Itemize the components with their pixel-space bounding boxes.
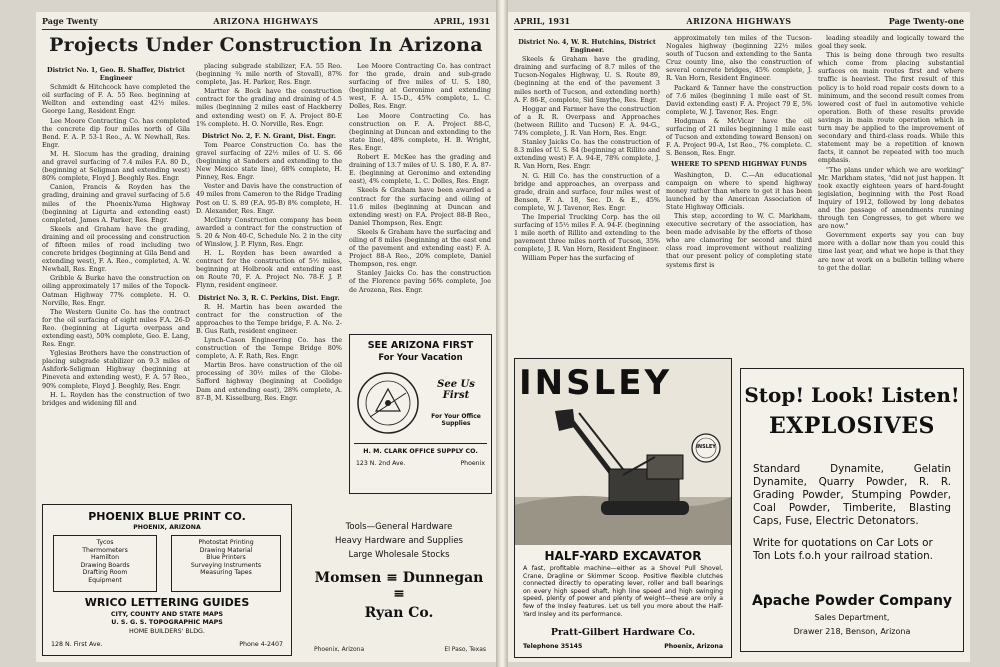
apache-powder-ad — [740, 368, 964, 652]
insley-phone: Telephone 35145 — [523, 643, 583, 650]
article-paragraph: approximately ten miles of the Tucson-Nogales highway (beginning 22½ miles south of Tucson and extending to the Santa Cruz county line, also the construction of several concrete bridges, 45% complete, J. R. Van Horn, Resident Engineer. — [666, 34, 812, 83]
article-paragraph: leading steadily and logically toward the goal they seek. — [818, 34, 964, 51]
see-us-text: See Us — [437, 379, 475, 390]
article-paragraph: "The plans under which we are working" Mr. Markham states, "did not just happen. It took exactly eighteen years of hard-fought legislation, beginning with the Post Road Inquiry of 1912, followed by long debates and the passage of amendments running through ten Congresses, to get where we are now." — [818, 165, 964, 231]
article-paragraph: H. L. Royden has the construction of two bridges and widening fill and — [42, 390, 190, 407]
name-ryan: Ryan Co. — [364, 605, 434, 621]
article-paragraph: This step, according to W. C. Markham, executive secretary of the association, has been made advisable by the efforts of those who are clamoring for second and third class road improvement without realizing that our present policy of completing state systems first is — [666, 211, 812, 269]
blueprint-list-item: Drafting Room — [82, 569, 128, 577]
insley-excavator-ad — [514, 358, 732, 658]
insley-headline: HALF-YARD EXCAVATOR — [544, 549, 702, 563]
right-column-1 — [514, 34, 660, 352]
blueprint-address: 128 N. First Ave. — [51, 641, 103, 648]
article-paragraph: M. H. Slocum has the grading, draining and gravel surfacing of 7.4 miles F.A. 80 D., (beginning at Seligman and extending west) 80% complete, Floyd J. Beeghly Res. Engr. — [42, 149, 190, 183]
explosives-products: Standard Dynamite, Gelatin Dynamite, Quarry Powder, R. R. Grading Powder, Stumping Powder, Coal Powder, Timberite, Blasting Caps, Fuse, Electric Detonators. — [753, 463, 951, 527]
company-name: H. M. CLARK OFFICE SUPPLY CO. — [363, 448, 478, 455]
article-paragraph: Lynch-Cason Engineering Co. has the construction of the Tempe Bridge 80% complete, A. F. Rath, Res. Engr. — [196, 336, 342, 361]
article-paragraph: Yglesias Brothers have the construction of placing subgrade stabilizer on 9.3 miles of Ashfork-Seligman Highway (beginning at Pineveta and extending west), F. A. 57 Reo., 90% complete, Floyd J. Beeghly, Res. Engr. — [42, 349, 190, 390]
article-paragraph: H. L. Royden has been awarded a contract for the construction of 5½ miles, beginning at Holbrook and extending east on Route 70, F. A. Project No. 78-F. J. P. Flynn, resident engineer. — [196, 249, 342, 290]
name-separator-2: ≡ — [393, 586, 405, 602]
insley-badge-text: INSLEY — [696, 444, 716, 450]
article-paragraph: Skeels and Graham have the grading, draining and oil processing and construction of fifteen miles of road including two concrete bridges (beginning at Gila Bend and extending west), F. A. Reo., completed, A. W. Newhall, Res. Engr. — [42, 224, 190, 274]
blueprint-list-item: Thermometers — [82, 546, 128, 554]
maps-line-2: U. S. G. S. TOPOGRAPHIC MAPS — [111, 619, 223, 626]
clark-office-supply-ad — [349, 334, 492, 494]
hardware-line-1: Tools—General Hardware — [345, 522, 453, 532]
momsen-city-right: El Paso, Texas — [444, 646, 486, 653]
article-paragraph: Canion, Francis & Royden has the grading, draining and gravel surfacing of 5.6 miles of the Phoenix-Yuma Highway (beginning at Ligurta and extending east) completed, James A. Parker, Res. Engr. — [42, 183, 190, 224]
insley-city: Phoenix, Arizona — [664, 643, 723, 650]
blueprint-list-item: Drawing Material — [199, 546, 253, 554]
office-line-2: Supplies — [441, 420, 471, 427]
ad-subheadline: For Your Vacation — [378, 353, 463, 363]
insley-body: A fast, profitable machine—either as a Shovel Pull Shovel, Crane, Dragline or Skimmer Scoop. Positive flexible clutches connected directly to operating lever, roller and ball bearings on every high speed shaft, high line speed and high swinging speed, plenty of power and plenty of weight—these are only a few of the Insley features. Let us tell you more about the Half-Yard Insley and its performance. — [523, 565, 723, 618]
article-paragraph: Skeels & Graham have the surfacing and oiling of 8 miles (beginning at the east end of the pavement and extending east) F. A. Project 88-A Reo., 20% complete, Daniel Thompson, res. engr. — [349, 227, 491, 269]
blueprint-list-item: Equipment — [88, 576, 122, 584]
article-paragraph: Hodgman & McVicar have the oil surfacing of 21 miles beginning 1 mile east of Tucson and extending toward Benson) on F. A. Project 90-A, 1st Reo., 7% complete. C. S. Benson, Res. Engr. — [666, 116, 812, 158]
name-momsen: Momsen — [314, 570, 382, 586]
blueprint-list-item: Measuring Tapes — [200, 569, 252, 577]
left-column-1 — [42, 62, 190, 498]
office-supplies-text — [426, 413, 486, 427]
article-paragraph: Skeels & Graham have the grading, draining and surfacing of 8.7 miles of the Tucson-Nogales Highway, U. S. Route 89, (beginning at the end of the pavement 3 miles north of Tucson, and extending north) A. F. 86-E, complete, Sid Smythe, Res. Engr. — [514, 55, 660, 104]
blueprint-list-item: Photostat Printing — [198, 539, 254, 546]
section-heading: District No. 4, W. R. Hutchins, District Engineer. — [518, 38, 656, 55]
section-heading: District No. 3, R. C. Perkins, Dist. Engr. — [198, 293, 340, 302]
blueprint-right-list — [171, 535, 281, 592]
apache-company-name: Apache Powder Company — [751, 593, 953, 609]
article-paragraph: Martter & Bock have the construction contract for the grading and draining of 4.5 miles (beginning 2 miles east of Hackberry and extending west) on F. A. Project 80-E 1% complete. H. O. Norville, Res. Engr. — [196, 87, 342, 128]
article-paragraph: Tom Pearce Construction Co. has the gravel surfacing of 22½ miles of U. S. 66 (beginning at Sanders and extending to the New Mexico state line), 68% complete, H. Pinney, Res. Engr. — [196, 140, 342, 182]
blueprint-list-item: Tycos — [96, 539, 114, 546]
article-paragraph: Robert E. McKee has the grading and draining of 13.7 miles of U. S. 180, F. A. 87-E. (beginning at Geronimo and extending east), 4% complete, L. C. Dolles, Res. Engr. — [349, 153, 491, 186]
momsen-name-line-1 — [308, 570, 490, 602]
article-paragraph: Government experts say you can buy more with a dollar now than you could this time last year, and what we hope is that they are now at work on a bulletin telling where to get the dollar. — [818, 231, 964, 272]
explosives-headline: Stop! Look! Listen! — [744, 383, 960, 407]
apache-department: Sales Department, — [814, 613, 890, 622]
right-column-3 — [818, 34, 964, 352]
article-paragraph: Lee Moore Contracting Co. has completed the concrete dip four miles north of Gila Bend. F. A. P. 53-1 Reo., A. W. Newhall, Res. Engr. — [42, 116, 190, 149]
article-paragraph: Hoggar and Farmer have the construction of a R. R. Overpass and Approaches (between Rillito and Tucson) F. A. 94-G., 74% complete, J. R. Van Horn, Res. Engr. — [514, 104, 660, 138]
article-paragraph: R. H. Martin has been awarded the contract for the construction of the approaches to the Tempe bridge, F. A. No. 2-B. Gus Rath, resident engineer. — [196, 302, 342, 335]
article-paragraph: McGinty Construction company has been awarded a contract for the construction of S. 20 & Non 40-C, Schedule No. 2 in the city of Winslow, J. P. Flynn, Res. Engr. — [196, 215, 342, 248]
section-heading: District No. 1, Geo. B. Shaffer, District Engineer — [47, 66, 185, 83]
article-paragraph: Schmidt & Hitchcock have completed the oil surfacing of F. A. 55 Reo. beginning at Wellton and extending east 42½ miles. George Lang, Resident Engr. — [42, 83, 190, 116]
magazine-title: ARIZONA HIGHWAYS — [213, 16, 319, 26]
article-paragraph: Martin Bros. have construction of the oil processing of 30½ miles of the Globe-Safford highway (beginning at Coolidge Dam and extending east), 28% complete, A. 87-B, M. Kisselburg, Res. Engr. — [196, 361, 342, 402]
article-paragraph: N. G. Hill Co. has the construction of a bridge and approaches, an overpass and grade, drain and surface, four miles west of Benson, F. A. 18, Sec. D. & E., 45% complete, W. J. Tavenor, Res. Engr. — [514, 171, 660, 212]
blueprint-phone: Phone 4-2407 — [239, 641, 283, 648]
blueprint-left-list — [53, 535, 157, 592]
maps-line-1: CITY, COUNTY AND STATE MAPS — [110, 611, 224, 618]
article-paragraph: Packard & Tanner have the construction of 7.6 miles (beginning 1 mile east of St. David extending east) F. A. Project 79 E, 5% complete, W. J. Tavenor, Res. Engr. — [666, 83, 812, 116]
book-gutter — [496, 0, 508, 667]
article-paragraph: Lee Moore Contracting Co. has construction on F. A. Project 88-C, (beginning at Duncan and extending to the state line), 48% complete, H. B. Wright, Res. Engr. — [349, 111, 491, 152]
first-text: First — [442, 390, 470, 401]
explosives-quote-request: Write for quotations on Car Lots or Ton Lots f.o.h your railroad station. — [753, 537, 933, 562]
clark-seal-logo — [356, 371, 420, 435]
article-paragraph: The Imperial Trucking Corp. has the oil surfacing of 15½ miles F. A. 94-F. (beginning 1 mile north of Rillito and extending to the pavement three miles north of Tucson, 35% complete, J. R. Van Horn, Resident Engineer. — [514, 212, 660, 254]
left-column-2 — [196, 62, 342, 498]
insley-dealer: Pratt-Gilbert Hardware Co. — [550, 627, 696, 638]
article-paragraph: This is being done through two results which come from placing substantial surfaces on main routes first and where traffic is heaviest. The first result of this policy is to hold road repair costs down to a minimum, and the second result comes from lowered cost of fuel in automotive vehicle operation. Both of these results provide savings in main route operation which in turn may be applied to the improvement of secondary and third-class roads. While this statement may be a repetition of known facts, it cannot be repeated with too much emphasis. — [818, 51, 964, 165]
see-us-first — [426, 379, 486, 401]
name-dunnegan: Dunnegan — [402, 570, 484, 586]
article-paragraph: Skeels & Graham have been awarded a contract for the surfacing and oiling of 11.6 miles (beginning at Duncan and extending west) on F.A. Project 88-B Reo., Daniel Thompson, Res. Engr. — [349, 186, 491, 227]
ad-headline: SEE ARIZONA FIRST — [367, 340, 474, 351]
section-heading: District No. 2, F. N. Grant, Dist. Engr. — [202, 131, 336, 140]
apache-address: Drawer 218, Benson, Arizona — [793, 627, 911, 636]
article-paragraph: Stanley Jaicks Co. has the construction of 8.3 miles of U. S. 84 (beginning at Rillito and extending west) F. A. 94-E, 78% complete, J. R. Van Horn, Res. Engr. — [514, 138, 660, 171]
issue-date-right: APRIL, 1931 — [514, 16, 571, 26]
page-number-label-right: Page Twenty-one — [888, 16, 964, 26]
company-city: Phoenix — [460, 460, 485, 467]
article-paragraph: placing subgrade stabilizer, F.A. 55 Reo. (beginning ¾ mile north of Stovall), 87% complete, Jas. H. Parker, Res. Engr. — [196, 62, 342, 87]
phoenix-blue-print-ad — [42, 504, 292, 656]
article-paragraph: Gribble & Burke have the construction on oiling approximately 17 miles of the Topock-Oatman Highway 77% complete. H. O. Norville, Res. Engr. — [42, 274, 190, 307]
wrico-lettering-guides: WRICO LETTERING GUIDES — [84, 596, 250, 609]
left-column-3 — [349, 62, 491, 330]
excavator-illustration — [515, 405, 731, 545]
article-paragraph: William Peper has the surfacing of — [522, 254, 634, 263]
builders-building: HOME BUILDERS' BLDG. — [129, 628, 205, 635]
right-page — [508, 12, 970, 662]
hardware-line-2: Heavy Hardware and Supplies — [335, 536, 463, 546]
issue-date: APRIL, 1931 — [433, 16, 490, 26]
blueprint-list-item: Hamilton — [90, 554, 120, 562]
article-paragraph: Lee Moore Contracting Co. has contract for the grade, drain and sub-grade surfacing of five miles of U. S. 180, (beginning at Geronimo and extending west, F. A. 15-D., 45% complete, L. C. Dolles, Res. Engr. — [349, 62, 491, 111]
momsen-city-left: Phoenix, Arizona — [314, 646, 365, 653]
blueprint-list-item: Drawing Boards — [80, 561, 130, 569]
section-heading: WHERE TO SPEND HIGHWAY FUNDS — [671, 160, 807, 169]
company-address: 123 N. 2nd Ave. — [356, 460, 406, 467]
blueprint-list-item: Surveying Instruments — [190, 561, 262, 569]
hardware-line-3: Large Wholesale Stocks — [348, 550, 450, 560]
right-page-header — [514, 15, 964, 30]
article-title: Projects Under Construction In Arizona — [49, 34, 483, 56]
article-paragraph: The Western Gunite Co. has the contract for the oil surfacing of eight miles F.A. 26-D Reo. (beginning at Ligurta overpass and extending east), 50% complete, Geo. E. Lang, Res. Engr. — [42, 307, 190, 349]
name-separator-1: ≡ — [386, 570, 398, 586]
magazine-title-right: ARIZONA HIGHWAYS — [686, 16, 792, 26]
left-page — [36, 12, 496, 662]
blueprint-company-name: PHOENIX BLUE PRINT CO. — [88, 510, 246, 523]
momsen-dunnegan-ryan-ad — [308, 504, 490, 630]
insley-brand: INSLEY — [519, 363, 673, 403]
right-column-2 — [666, 34, 812, 352]
office-line-1: For Your Office — [431, 413, 481, 420]
insley-photo-panel — [515, 359, 731, 545]
left-page-header — [42, 15, 490, 30]
article-paragraph: Stanley Jaicks Co. has the construction of the Florence paving 56% complete, Joe de Arozena, Res. Engr. — [349, 269, 491, 294]
blueprint-list-item: Blue Printers — [206, 554, 246, 562]
explosives-title: EXPLOSIVES — [769, 413, 935, 439]
blueprint-city: PHOENIX, ARIZONA — [133, 524, 201, 531]
page-number-label: Page Twenty — [42, 16, 98, 26]
article-paragraph: Vester and Davis have the construction of 49 miles from Cameron to the Ridge Trading Post on U. S. 89 (F.A. 95-B) 8% complete, H. D. Alexander, Res. Engr. — [196, 182, 342, 215]
article-paragraph: Washington, D. C.—An educational campaign on where to spend highway money rather than where to get it has been launched by the American Association of State Highway Officials. — [666, 170, 812, 211]
